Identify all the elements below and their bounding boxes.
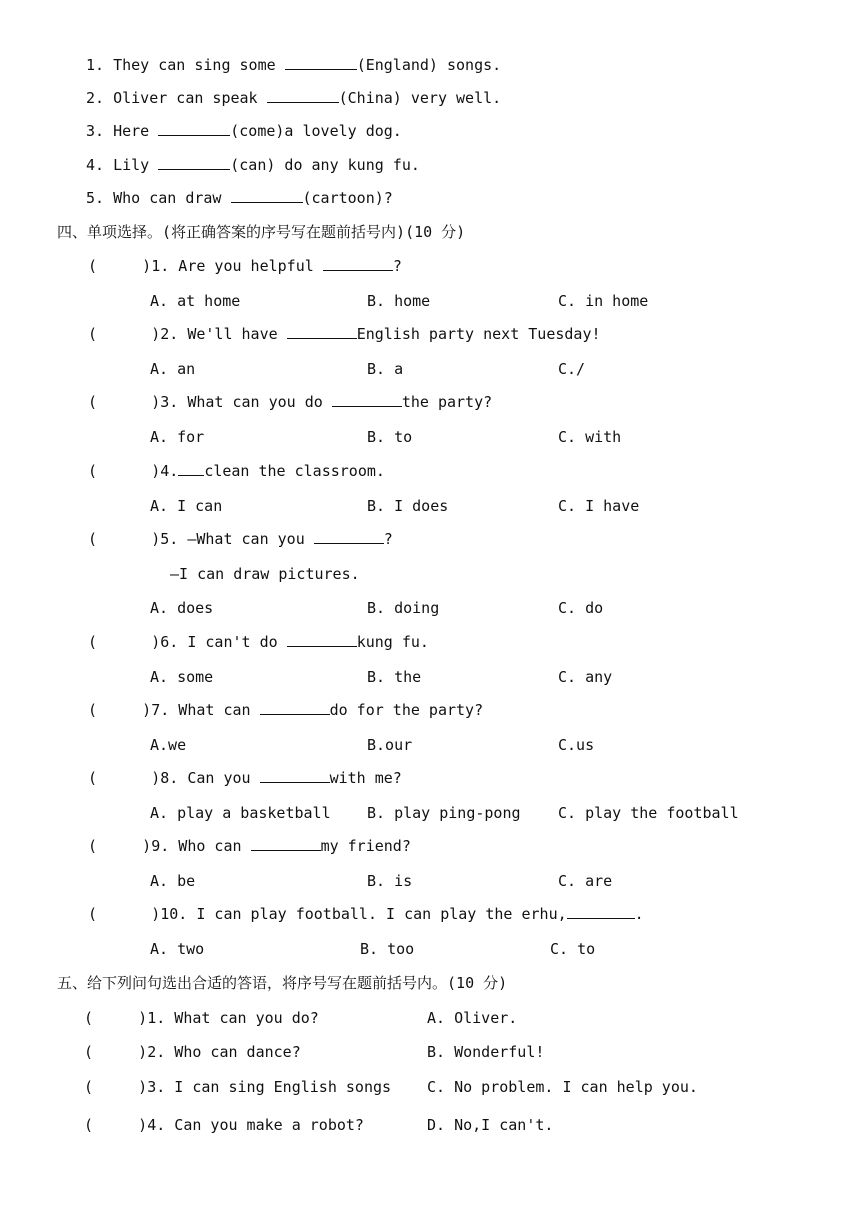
question-7 — [88, 700, 483, 720]
answer-bracket: ( ) — [88, 769, 161, 787]
question-number: 3. — [160, 393, 179, 411]
item-number: 3. — [86, 122, 114, 140]
match-answer-2[interactable]: B. Wonderful! — [427, 1043, 545, 1061]
option-a[interactable]: A. does — [150, 599, 214, 617]
option-c[interactable]: C. I have — [558, 497, 640, 515]
option-a[interactable]: A. for — [150, 428, 205, 446]
option-c[interactable]: C.us — [558, 736, 595, 754]
question-number: 6. — [160, 633, 179, 651]
answer-bracket: ( ) — [88, 393, 161, 411]
fill-item — [86, 55, 501, 75]
option-a[interactable]: A. an — [150, 360, 196, 378]
question-text: What can you do? — [165, 1009, 319, 1027]
option-b[interactable]: B.our — [367, 736, 413, 754]
option-b[interactable]: B. too — [360, 940, 415, 958]
question-number: 4. — [160, 462, 179, 480]
answer-bracket: ( ) — [88, 633, 161, 651]
question-blank[interactable] — [332, 392, 402, 407]
option-a[interactable]: A. at home — [150, 292, 241, 310]
question-text-end: clean the classroom. — [204, 462, 385, 480]
question-text-end: do for the party? — [329, 701, 484, 719]
match-answer-1[interactable]: A. Oliver. — [427, 1009, 518, 1027]
question-text-end: English party next Tuesday! — [356, 325, 601, 343]
question-blank[interactable] — [178, 461, 204, 476]
question-text: We'll have — [178, 325, 287, 343]
question-text: I can't do — [178, 633, 287, 651]
item-text: Here — [113, 122, 159, 140]
question-10 — [88, 904, 644, 924]
question-number: 1. — [151, 257, 170, 275]
option-b[interactable]: B. play ping-pong — [367, 804, 521, 822]
option-c[interactable]: C. do — [558, 599, 604, 617]
answer-bracket: ( ) — [88, 837, 152, 855]
question-number: 2. — [160, 325, 179, 343]
fill-blank[interactable] — [285, 55, 357, 70]
answer-bracket: ( ) — [84, 1043, 148, 1061]
option-b[interactable]: B. is — [367, 872, 413, 890]
question-text-end: ? — [392, 257, 402, 275]
item-hint: (cartoon)? — [302, 189, 393, 207]
fill-item — [86, 121, 402, 141]
section-4-title: 四、单项选择。(将正确答案的序号写在题前括号内)(10 分) — [57, 223, 466, 241]
fill-blank[interactable] — [267, 88, 339, 103]
question-6 — [88, 632, 429, 652]
option-c[interactable]: C. are — [558, 872, 613, 890]
option-c[interactable]: C. in home — [558, 292, 649, 310]
question-number: 9. — [151, 837, 170, 855]
question-blank[interactable] — [314, 529, 384, 544]
item-hint: (come)a lovely dog. — [230, 122, 402, 140]
option-c[interactable]: C. with — [558, 428, 622, 446]
item-text: Lily — [113, 156, 159, 174]
item-number: 2. — [86, 89, 114, 107]
question-dialogue-reply: —I can draw pictures. — [170, 565, 360, 583]
option-a[interactable]: A. play a basketball — [150, 804, 331, 822]
question-4 — [88, 461, 385, 481]
section-5-title: 五、给下列问句选出合适的答语，将序号写在题前括号内。(10 分) — [57, 974, 508, 992]
match-answer-4[interactable]: D. No,I can't. — [427, 1116, 554, 1134]
question-3 — [88, 392, 492, 412]
question-number: 1. — [147, 1009, 166, 1027]
question-text: I can play football. I can play the erhu, — [187, 905, 567, 923]
answer-bracket: ( ) — [84, 1078, 148, 1096]
answer-bracket: ( ) — [88, 462, 161, 480]
option-b[interactable]: B. home — [367, 292, 431, 310]
answer-bracket: ( ) — [88, 905, 161, 923]
question-9 — [88, 836, 411, 856]
question-number: 10. — [160, 905, 188, 923]
fill-blank[interactable] — [158, 121, 230, 136]
question-text: What can you do — [178, 393, 332, 411]
question-text-end: the party? — [401, 393, 493, 411]
question-text: —What can you — [178, 530, 314, 548]
answer-bracket: ( ) — [88, 325, 161, 343]
option-c[interactable]: C./ — [558, 360, 586, 378]
question-blank[interactable] — [323, 256, 393, 271]
match-answer-3[interactable]: C. No problem. I can help you. — [427, 1078, 698, 1096]
question-number: 2. — [147, 1043, 166, 1061]
question-text-end: with me? — [329, 769, 402, 787]
option-a[interactable]: A. I can — [150, 497, 223, 515]
option-b[interactable]: B. doing — [367, 599, 440, 617]
answer-bracket: ( ) — [84, 1009, 148, 1027]
option-b[interactable]: B. I does — [367, 497, 449, 515]
question-blank[interactable] — [260, 768, 330, 783]
question-number: 7. — [151, 701, 170, 719]
match-question-1 — [84, 1008, 319, 1028]
match-question-3 — [84, 1077, 391, 1097]
item-text: They can sing some — [113, 56, 285, 74]
question-number: 5. — [160, 530, 179, 548]
question-text: Can you make a robot? — [165, 1116, 364, 1134]
answer-bracket: ( ) — [88, 701, 152, 719]
question-text-end: kung fu. — [356, 633, 429, 651]
option-a[interactable]: A.we — [150, 736, 187, 754]
item-hint: (England) songs. — [356, 56, 502, 74]
fill-blank[interactable] — [231, 188, 303, 203]
question-blank[interactable] — [287, 632, 357, 647]
question-number: 4. — [147, 1116, 166, 1134]
match-question-2 — [84, 1042, 301, 1062]
item-text: Oliver can speak — [113, 89, 267, 107]
item-text: Who can draw — [113, 189, 231, 207]
question-8 — [88, 768, 402, 788]
question-text: Can you — [178, 769, 260, 787]
question-text: What can — [169, 701, 260, 719]
question-blank[interactable] — [567, 904, 635, 919]
question-1 — [88, 256, 402, 276]
item-number: 4. — [86, 156, 114, 174]
question-text-end: ? — [383, 530, 393, 548]
question-number: 8. — [160, 769, 179, 787]
option-c[interactable]: C. to — [550, 940, 596, 958]
fill-blank[interactable] — [158, 155, 230, 170]
question-blank[interactable] — [260, 700, 330, 715]
fill-item — [86, 155, 420, 175]
question-text: Are you helpful — [169, 257, 323, 275]
option-a[interactable]: A. be — [150, 872, 196, 890]
question-blank[interactable] — [287, 324, 357, 339]
item-number: 5. — [86, 189, 114, 207]
fill-item — [86, 88, 501, 108]
question-text: I can sing English songs — [165, 1078, 392, 1096]
question-text-end: my friend? — [320, 837, 411, 855]
question-text-end: . — [634, 905, 644, 923]
question-number: 3. — [147, 1078, 166, 1096]
option-b[interactable]: B. a — [367, 360, 404, 378]
question-2 — [88, 324, 601, 344]
item-hint: (can) do any kung fu. — [230, 156, 420, 174]
question-text: Who can — [169, 837, 251, 855]
answer-bracket: ( ) — [88, 530, 161, 548]
item-number: 1. — [86, 56, 114, 74]
option-c[interactable]: C. any — [558, 668, 613, 686]
answer-bracket: ( ) — [84, 1116, 148, 1134]
option-a[interactable]: A. some — [150, 668, 214, 686]
question-5 — [88, 529, 393, 549]
option-c[interactable]: C. play the football — [558, 804, 739, 822]
question-text: Who can dance? — [165, 1043, 301, 1061]
fill-item — [86, 188, 393, 208]
option-b[interactable]: B. to — [367, 428, 413, 446]
item-hint: (China) very well. — [338, 89, 502, 107]
match-question-4 — [84, 1115, 364, 1135]
option-b[interactable]: B. the — [367, 668, 422, 686]
answer-bracket: ( ) — [88, 257, 152, 275]
option-a[interactable]: A. two — [150, 940, 205, 958]
question-blank[interactable] — [251, 836, 321, 851]
